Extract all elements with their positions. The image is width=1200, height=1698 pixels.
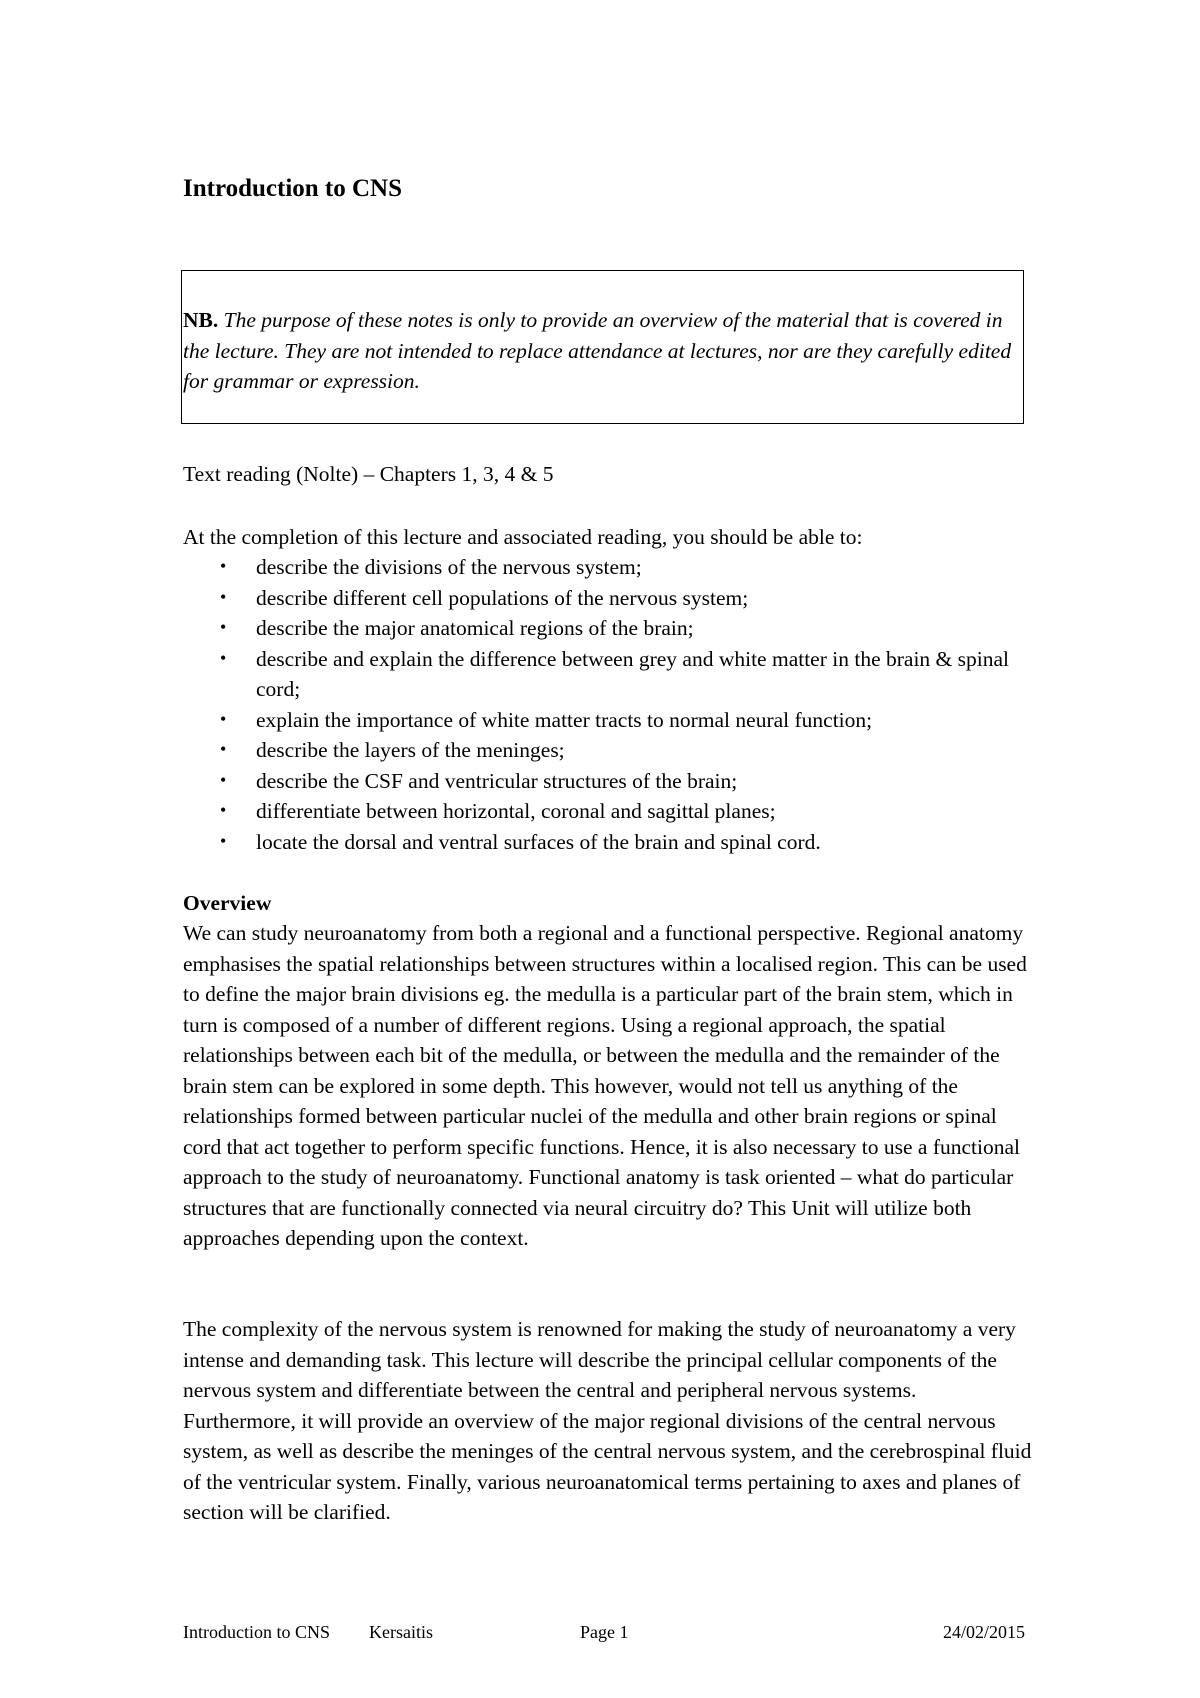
footer-page-number: Page 1	[580, 1622, 629, 1642]
objective-text: explain the importance of white matter tracts to normal neural function;	[256, 707, 873, 732]
bullet-icon: •	[220, 617, 227, 637]
objective-text: differentiate between horizontal, coronal and sagittal planes;	[256, 799, 776, 823]
objective-text: describe the major anatomical regions of the brain;	[256, 616, 694, 640]
list-item	[183, 796, 1033, 827]
list-item	[183, 827, 1033, 858]
document-title: Introduction to CNS	[183, 175, 403, 202]
objective-text: describe the CSF and ventricular structures of the brain;	[256, 768, 738, 793]
bullet-icon: •	[220, 556, 227, 576]
bullet-icon: •	[220, 830, 227, 851]
page-footer	[183, 1620, 1025, 1644]
bullet-icon: •	[220, 708, 227, 729]
footer-date: 24/02/2015	[942, 1622, 1025, 1642]
list-item	[183, 705, 1033, 736]
objectives-intro: At the completion of this lecture and associated reading, you should be able to:	[183, 525, 863, 549]
footer-author: Kersaitis	[369, 1622, 433, 1642]
complexity-paragraph: The complexity of the nervous system is renowned for making the study of neuroanatomy a very intense and demanding task. This lecture will describe the principal cellular components of the nervous system and differentiate between the central and peripheral nervous systems. Furthermore, it will provide an overview of the major regional divisions of the central nervous system, as well as describe the meninges of the central nervous system, and the cerebrospinal fluid of the ventricular system. Finally, various neuroanatomical terms pertaining to axes and planes of section will be clarified.	[183, 1317, 1032, 1524]
bullet-icon: •	[220, 739, 227, 759]
objective-text: describe the divisions of the nervous system;	[256, 555, 642, 579]
bullet-icon: •	[220, 800, 227, 820]
objectives-list	[183, 552, 1033, 857]
text-reading: Text reading (Nolte) – Chapters 1, 3, 4 & 5	[183, 462, 554, 486]
overview-paragraph: We can study neuroanatomy from both a regional and a functional perspective. Regional anatomy emphasises the spatial relationships between structures within a localised region. This can be used to define the major brain divisions eg. the medulla is a particular part of the brain stem, which in turn is composed of a number of different regions. Using a regional approach, the spatial relationships between each bit of the medulla, or between the medulla and the remainder of the brain stem can be explored in some depth. This however, would not tell us anything of the relationships formed between particular nuclei of the medulla and other brain regions or spinal cord that act together to perform specific functions. Hence, it is also necessary to use a functional approach to the study of neuroanatomy. Functional anatomy is task oriented – what do particular structures that are functionally connected via neural circuitry do? This Unit will utilize both approaches depending upon the context.	[183, 921, 1027, 1250]
bullet-icon: •	[220, 586, 227, 607]
notice-label: NB.	[183, 308, 219, 332]
footer-title: Introduction to CNS	[183, 1622, 330, 1642]
bullet-icon: •	[220, 769, 227, 790]
notice-text: The purpose of these notes is only to provide an overview of the material that is covered in the lecture. They are not intended to replace attendance at lectures, nor are they carefully edited for grammar or expression.	[183, 308, 1012, 393]
list-item	[183, 644, 1033, 705]
list-item	[183, 735, 1033, 766]
section-heading-overview: Overview	[183, 891, 272, 915]
list-item	[183, 552, 1033, 583]
list-item	[183, 613, 1033, 644]
objective-text: locate the dorsal and ventral surfaces of the brain and spinal cord.	[256, 829, 821, 854]
objective-text: describe different cell populations of the nervous system;	[256, 585, 749, 610]
objective-text: describe the layers of the meninges;	[256, 738, 565, 762]
objective-text: describe and explain the difference between grey and white matter in the brain & spinal cord;	[256, 646, 1010, 701]
list-item	[183, 766, 1033, 797]
notice-box	[181, 270, 1024, 424]
list-item	[183, 583, 1033, 614]
bullet-icon: •	[220, 647, 227, 668]
